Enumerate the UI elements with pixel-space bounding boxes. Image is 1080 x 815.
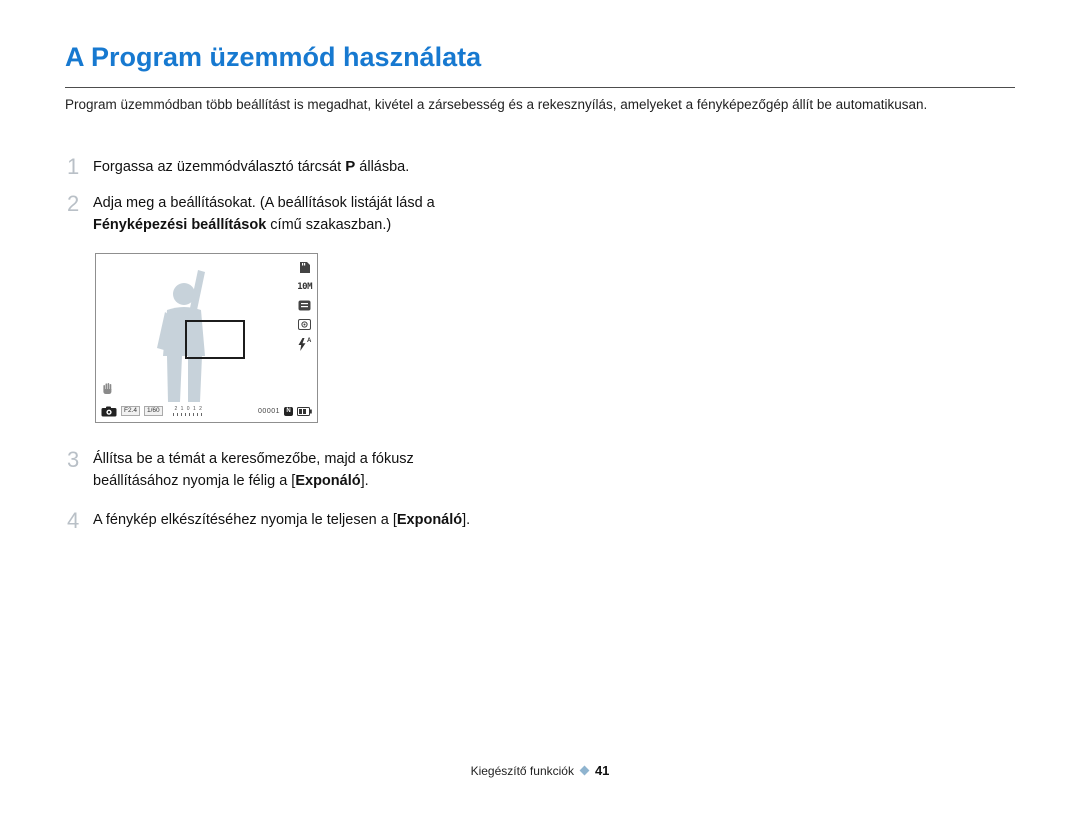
screen-icon-column — [297, 261, 312, 351]
ev-scale-ticks — [173, 413, 205, 416]
step-1-text — [93, 156, 665, 179]
step-4 — [65, 510, 665, 532]
camera-lcd-illustration — [95, 253, 318, 423]
intro-paragraph: Program üzemmódban több beállítást is megadhat, kivétel a zársebesség és a rekesznyílás, amelyeket a fényképezőgép állít be automatikusan. — [65, 97, 928, 112]
step-2-text — [93, 193, 665, 237]
flash-auto-icon — [298, 338, 311, 351]
storage-icon — [299, 261, 311, 274]
step-4-number: 4 — [67, 508, 80, 533]
aperture-value: F2.4 — [121, 406, 140, 417]
step-3-line2-before: beállításához nyomja le félig a [ — [93, 472, 296, 489]
flash-auto-label: A — [306, 338, 312, 344]
step-1 — [65, 156, 665, 179]
footer-section-label: Kiegészítő funkciók — [470, 763, 574, 778]
camera-icon — [101, 406, 117, 417]
page-footer — [0, 763, 1080, 778]
step-1-text-before: Forgassa az üzemmódválasztó tárcsát — [93, 159, 346, 175]
shutter-button-label: Exponáló — [396, 512, 463, 528]
battery-icon — [297, 407, 312, 416]
step-2 — [65, 193, 665, 237]
title-divider — [65, 87, 1015, 88]
focus-frame — [185, 320, 245, 359]
metering-icon — [298, 319, 311, 330]
quality-icon — [298, 300, 311, 311]
shutter-value: 1/60 — [144, 406, 163, 417]
step-2-line2-rest: című szakaszban.) — [266, 216, 392, 233]
step-2-line1: Adja meg a beállításokat. (A beállítások listáját lásd a — [93, 195, 435, 211]
mode-dial-p-glyph: P — [345, 158, 356, 175]
shutter-button-label: Exponáló — [295, 472, 361, 489]
step-3-text — [93, 449, 665, 493]
resolution-label: 10M — [297, 282, 312, 292]
section-reference: Fényképezési beállítások — [93, 216, 267, 233]
footer-diamond-icon — [580, 766, 590, 776]
camera-shake-icon — [102, 382, 115, 395]
step-3-line2-after: ]. — [360, 472, 369, 489]
shot-counter: 00001 — [258, 407, 280, 415]
step-4-text-before: A fénykép elkészítéséhez nyomja le teljesen a [ — [93, 512, 397, 528]
ev-scale — [173, 407, 205, 416]
step-3-number: 3 — [67, 447, 80, 472]
step-4-text — [93, 510, 665, 532]
footer-page-number: 41 — [594, 763, 610, 778]
step-3-line1: Állítsa be a témát a keresőmezőbe, majd a fókusz — [93, 451, 414, 467]
step-4-text-after: ]. — [462, 512, 471, 528]
step-2-number: 2 — [67, 191, 80, 216]
step-1-number: 1 — [67, 154, 80, 179]
page-title: A Program üzemmód használata — [65, 42, 482, 72]
ev-scale-labels: 2 1 0 1 2 — [174, 405, 203, 412]
step-1-text-after: állásba. — [355, 159, 410, 175]
step-3 — [65, 449, 665, 493]
status-bar — [101, 403, 312, 419]
file-format-badge: N — [284, 407, 293, 416]
